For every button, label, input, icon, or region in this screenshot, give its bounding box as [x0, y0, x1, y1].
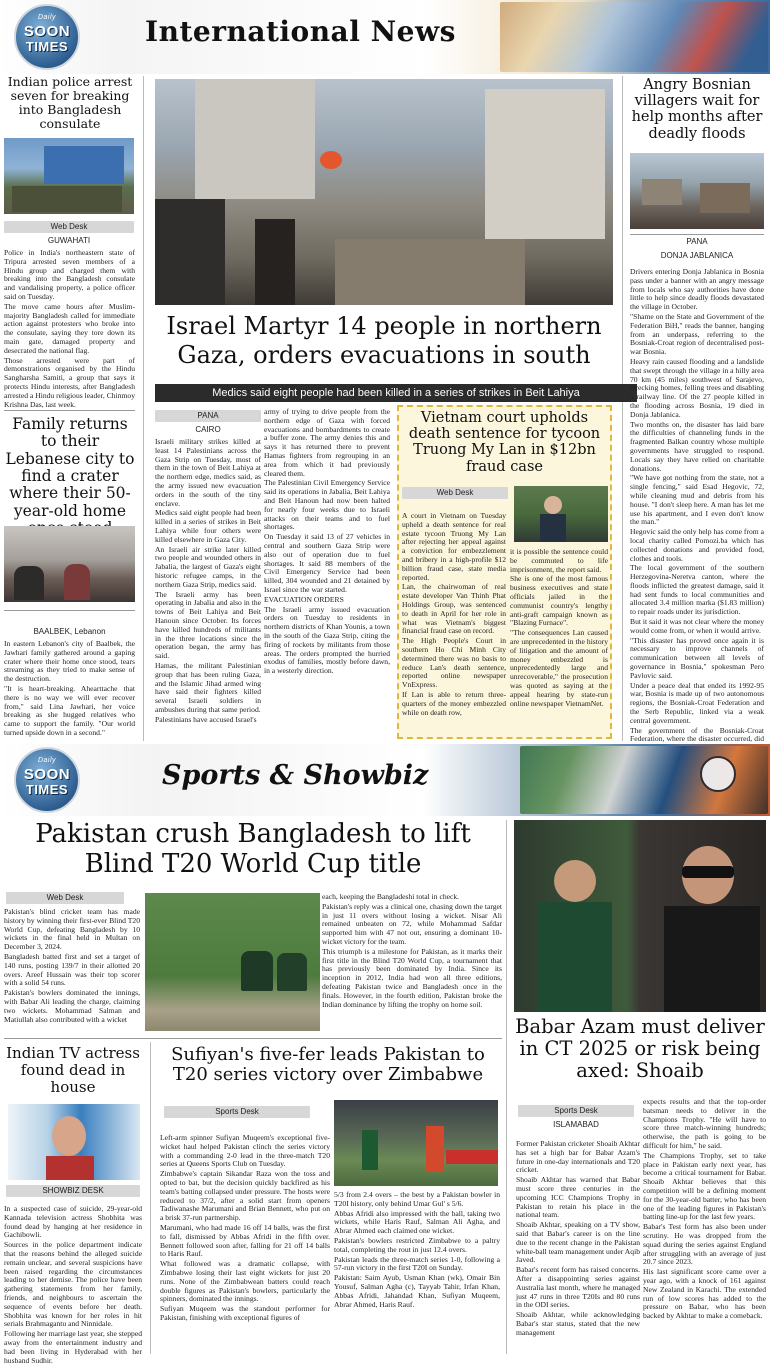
paragraph: "We have got nothing from the state, not a single fencing," said Esad Hegovic, 72, while cleaning mud and debris from his house. "I don't sleep here. A man has let me use his apartment, and I even don't know the man.": [630, 473, 764, 527]
paragraph: The Israeli army issued evacuation orders on Tuesday to residents in northern districts of Khan Younis, a town in the south of the Gaza Strip, citing the firing of rockets by militants from those areas. The orders prompted the hurried exodus of families, mostly before dawn, in a westerly direction.: [264, 604, 390, 676]
paragraph: expects results and that the top-order batsman needs to deliver in the Champions Trophy. "He will have to score three match-winning hundreds; otherwise, the path is going to be difficult for him," he said.: [643, 1097, 766, 1150]
photo-babar-shoaib: [514, 820, 766, 1012]
logo-sub-text: TIMES: [25, 782, 69, 797]
masthead-title: Sports & Showbiz: [162, 760, 429, 791]
paragraph: Police in India's northeastern state of Tripura arrested seven members of a Hindu group and charged them with breaking into the Bangladesh consulate and vandalising property, a police officer said on Tuesday.: [4, 248, 135, 301]
divider: [630, 234, 764, 235]
logo-main-text: SOON: [23, 23, 71, 40]
headline-actress: Indian TV actress found dead in house: [6, 1044, 140, 1096]
masthead-collage: [520, 746, 768, 814]
body-lebanon: [4, 640, 135, 740]
paragraph: 5/3 from 2.4 overs – the best by a Pakistan bowler in T20I history, only behind Umar Gul' s 5/6.: [334, 1190, 500, 1208]
paragraph: Lan, the chairwoman of real estate developer Van Thinh Phat Holdings Group, was sentenced to death in April for her role in what was Vietnam's biggest financial fraud case on record.: [402, 582, 506, 636]
body-bosnia: [630, 267, 764, 744]
paragraph: The local government of the southern Herzegovina-Neretva canton, where the floods inflicted the greatest damage, said it had sent funds to local communities and allocated 3.4 million marka ($1.83 million) to repair roads under its jurisdiction.: [630, 563, 764, 617]
paragraph: Shoaib Akhtar, while acknowledging Babar's star status, stated that the new management: [516, 1310, 640, 1337]
logo-sub-text: TIMES: [25, 39, 69, 54]
paragraph: Hegovic said the only help has come from a local charity called Pomozi.ba which has collected donations and provided food, clothes and tools.: [630, 527, 764, 563]
headline-sufiyan: Sufiyan's five-fer leads Pakistan to T20 series victory over Zimbabwe: [171, 1044, 485, 1086]
body-gaza-col2: [264, 408, 390, 738]
body-vietnam-col2: [510, 548, 608, 736]
body-sufiyan-col2: [334, 1191, 500, 1354]
body-gaza-col1: [155, 438, 261, 738]
paragraph: Pakistan's blind cricket team has made history by winning their first-ever Blind T20 World Cup, defeating Bangladesh by 10 wickets in the final held in Multan on December 3, 2024.: [4, 907, 140, 952]
paragraph: Palestinians have accused Israel's: [155, 714, 257, 724]
paragraph: "It is heart-breaking. Ahearttache that there is no way we will ever recover from," said Lina Jawhari, her voice breaking as she hugged relatives who came to support the family. "Our world turned upside down in a second.": [4, 683, 135, 737]
body-vietnam-col1: [402, 512, 506, 736]
paragraph: Marumani, who had made 16 off 14 balls, was the first to fall, dismissed by Abbas Afridi in the fifth over. Bennett followed soon after, falling for 21 off 14 balls to Haris Rauf.: [160, 1222, 330, 1259]
dateline-lebanon: BAALBEK, Lebanon: [33, 627, 106, 636]
paragraph: Pakistan's reply was a clinical one, chasing down the target in just 11 overs without losing a wicket. Nisar Ali remained unbeaten on 72, while Mohammad Safdar supported him with 47 not out, ensuring a dominant 10-wicket victory for the team.: [322, 901, 502, 946]
paragraph: Pakistan's bowlers restricted Zimbabwe to a paltry total, completing the rout in just 12.4 overs.: [334, 1235, 500, 1254]
paragraph: On Tuesday it said 13 of 27 vehicles in central and southern Gaza Strip were also out of operation due to fuel shortages. It said 88 members of the Civil Emergency Service had been killed, 304 wounded and 21 detained by Israel since the war started.: [264, 532, 390, 594]
headline-bangladesh: Indian police arrest seven for breaking into Bangladesh consulate: [7, 74, 133, 131]
masthead-title: International News: [145, 15, 456, 48]
paragraph: If Lan is able to return three-quarters of the money embezzled while on death row,: [402, 689, 506, 717]
source-bosnia: PANA: [686, 237, 708, 246]
body-babar-col2: [643, 1098, 766, 1354]
paragraph: it is possible the sentence could be commuted to life imprisonment, the report said.: [510, 547, 608, 574]
paragraph: In eastern Lebanon's city of Baalbek, the Jawhari family gathered around a gaping crater where their home once stood, tears streaming as they tried to make sense of the destruction.: [4, 639, 135, 684]
photo-blind-cricket: [145, 893, 320, 1031]
logo-small-text: Daily: [37, 757, 57, 764]
paragraph: Following her marriage last year, she stepped away from the entertainment industry and had been living in Hyderabad with her husband Sudhir.: [4, 1329, 142, 1365]
column-divider: [506, 820, 507, 1354]
subhead-gaza: Medics said eight people had been killed in a series of strikes in Beit Lahiya: [155, 384, 637, 402]
paragraph: The government of the Bosniak-Croat Federation, where the disaster occurred, did: [630, 725, 764, 744]
section-heading: EVACUATION ORDERS: [264, 594, 344, 604]
paragraph: "This disaster has proved once again it is necessary to improve channels of communication between all levels of governance in Bosnia," spokesman Pero Pavlovic said.: [630, 635, 764, 680]
masthead-international: [0, 0, 770, 74]
paragraph: Two months on, the disaster has laid bare the difficulties of channeling funds in the fragmented Balkan country whose multiple governments have struggled to respond. Locals say they have relied on charitable donations.: [630, 419, 764, 473]
paragraph: army of trying to drive people from the northern edge of Gaza with forced evacuations and bombardments to create a buffer zone. The army denies this and says it has returned there to prevent Hamas fighters from regrouping in an area from which it had previously cleared them.: [264, 407, 390, 478]
paragraph: Heavy rain caused flooding and a landslide that swept through the village in a hilly area 70 km (45 miles) southwest of Sarajevo, wrecking homes, felling trees and disabling a railway line. Of the 27 people killed in the flooding across Bosnia, 19 died in Donja Jablanica.: [630, 356, 764, 419]
logo: [14, 4, 80, 70]
body-babar-col1: [516, 1140, 640, 1354]
photo-bosnia: [630, 153, 764, 229]
paragraph: Israeli military strikes killed at least 14 Palestinians across the Gaza Strip on Tuesday, most of them in the town of Beit Lahiya at the northern edge, medics said, as the army issued new evacuation orders in the south of the tiny enclave.: [155, 437, 261, 508]
source-bangladesh: Web Desk: [4, 221, 134, 233]
headline-vietnam: Vietnam court upholds death sentence for tycoon Truong My Lan in $12bn fraud case: [408, 410, 601, 475]
paragraph: Babar's recent form has raised concerns. After a disappointing series against Australia last month, where he managed just 47 runs in three T20Is and 80 runs in the ODI series.: [516, 1265, 640, 1310]
paragraph: Pakistan leads the three-match series 1-0, following a 57-run victory in the first T20I on Sunday.: [334, 1254, 500, 1273]
column-divider: [143, 76, 144, 741]
logo: [14, 747, 80, 813]
headline-bosnia: Angry Bosnian villagers wait for help months after deadly floods: [631, 77, 763, 142]
source-gaza: PANA: [155, 410, 261, 422]
paragraph: Sufiyan Muqeem was the standout performer for Pakistan, finishing with exceptional figures of: [160, 1304, 330, 1322]
source-babar: Sports Desk: [518, 1105, 634, 1117]
paragraph: Bangladesh batted first and set a target of 140 runs, posting 139/7 in their allotted 20 overs. Areef Hussain was their top scorer with a solid 54 runs.: [4, 951, 140, 988]
paragraph: Pakistan: Saim Ayub, Usman Khan (wk), Omair Bin Yousuf, Salman Agha (c), Tayyab Tahir, Irfan Khan, Abbas Afridi, Jahandad Khan, Sufiyan Muqeem, Abrar Ahmed, Haris Rauf.: [334, 1273, 500, 1309]
paragraph: The Palestinian Civil Emergency Service said its operations in Jabalia, Beit Lahiya and Beit Hanoun had now been halted for nearly four weeks due to Israeli attacks on their teams and to fuel shortages.: [264, 478, 390, 532]
body-cricket-col1: [4, 908, 140, 1036]
paragraph: "The consequences Lan caused are unprecedented in the history of litigation and the amount of money embezzled is unprecedentedly large and unrecoverable," the prosecution was quoted as saying at the appeal hearing by state-run online newspaper VietnamNet.: [510, 628, 608, 708]
photo-baalbek: [4, 526, 135, 602]
headline-cricket: Pakistan crush Bangladesh to lift Blind T20 World Cup title: [35, 819, 471, 879]
paragraph: Former Pakistan cricketer Shoaib Akhtar has set a high bar for Babar Azam's future in one-day internationals and T20 cricket.: [516, 1139, 640, 1175]
headline-babar: Babar Azam must deliver in CT 2025 or risk being axed: Shoaib: [515, 1015, 765, 1082]
paragraph: Babar's Test form has also been under scrutiny. He was dropped from the squad during the series against England after struggling with an average of just 20.7 since 2023.: [643, 1222, 766, 1267]
photo-zimbabwe-match: [334, 1100, 498, 1186]
body-bangladesh: [4, 248, 135, 409]
paragraph: Sources in the police department indicate that the reasons behind the alleged suicide remain unclear, and several suspicions have been raised regarding the circumstances leading to her demise. The police have been gathering statements from her family, friends, and neighbours to ascertain the sequence of events before her death. Shobhita was known for her roles in hit serials Brahmagantu and Ninnidale.: [4, 1240, 142, 1329]
divider: [4, 610, 135, 611]
paragraph: In a suspected case of suicide, 29-year-old Kannada television actress Shobhita was found dead by hanging at her residence in Gachibowli.: [4, 1204, 142, 1240]
paragraph: A court in Vietnam on Tuesday upheld a death sentence for real estate tycoon Truong My Lan after rejecting her appeal against a conviction for embezzlement and bribery in a high-profile $12 billion fraud case, state media reported.: [402, 511, 506, 582]
divider: [4, 410, 135, 411]
paragraph: She is one of the most famous business executives and state officials jailed in the communist country's lengthy anti-graft campaign known as "Blazing Furnace".: [510, 574, 608, 628]
paragraph: The move came hours after Muslim-majority Bangladesh called for immediate action against protesters who broke into the consulate, saying they tore down its main gate, damaged property and desecrated the national flag.: [4, 301, 135, 355]
logo-small-text: Daily: [37, 14, 57, 21]
source-vietnam: Web Desk: [402, 487, 508, 499]
paragraph: The High People's Court in southern Ho Chi Minh City determined there was no basis to reduce Lan's death sentence, reported online newspaper VnExpress.: [402, 636, 506, 690]
paragraph: "Shame on the State and Government of the Federation BiH," reads the banner, hanging from an underpass, referring to the Bosniak-Croat region of decentralised post-war Bosnia.: [630, 311, 764, 357]
divider: [4, 1038, 502, 1039]
paragraph: But it said it was not clear where the money would come from, or when it would arrive.: [630, 617, 764, 635]
logo-main-text: SOON: [23, 766, 71, 783]
dateline-bangladesh: GUWAHATI: [47, 236, 91, 245]
paragraph: Shoaib Akhtar, speaking on a TV show, said that Babar's career is on the line due to the recent change in the Pakistan white-ball team management under Aqib Javed.: [516, 1220, 640, 1265]
headline-lebanon: Family returns to their Lebanese city to find a crater where their 50-year-old home: [5, 415, 135, 520]
masthead-collage: [500, 2, 768, 72]
masthead-sports: [0, 744, 770, 816]
paragraph: Medics said eight people had been killed in a series of strikes in Beit Lahiya while four others were killed elsewhere in Gaza City.: [155, 508, 261, 544]
paragraph: Pakistan's bowlers dominated the innings, with Babar Ali leading the charge, claiming two wickets. Mohammad Salman and Matiullah also contributed with a wicket: [4, 988, 140, 1024]
photo-gaza: [155, 79, 613, 305]
paragraph: Shoaib Akhtar has warned that Babar must score three centuries in the upcoming ICC Champions Trophy in Pakistan to retain his place in the national team.: [516, 1175, 640, 1220]
column-divider: [150, 1042, 151, 1354]
paragraph: Under a peace deal that ended its 1992-95 war, Bosnia is made up of two autonomous regions, the Bosniak-Croat Federation and the Serb Republic, linked via a weak central government.: [630, 680, 764, 725]
photo-actress: [8, 1104, 140, 1180]
paragraph: each, keeping the Bangladeshi total in check.: [322, 892, 460, 901]
paragraph: Abbas Afridi also impressed with the ball, taking two wickets, while Haris Rauf, Salman Ali Agha, and Abrar Ahmed each claimed one wicket.: [334, 1208, 500, 1236]
body-cricket-col2: [322, 893, 502, 1033]
photo-consulate: [4, 138, 134, 214]
paragraph: Left-arm spinner Sufiyan Muqeem's exceptional five-wicket haul helped Pakistan clinch the series victory with a commanding 2-0 lead in the three-match T20 series at Queens Sports Club on Tuesday.: [160, 1133, 330, 1169]
column-divider: [622, 76, 623, 741]
dateline-bosnia: DONJA JABLANICA: [660, 251, 734, 260]
paragraph: Zimbabwe's captain Sikandar Raza won the toss and opted to bat, but the decision quickly backfired as his team's batting collapsed under pressure. The hosts were reduced to 37/2, after a solid start from openers Tadiwanashe Marumani and Brian Bennett, who put on a brisk 37-run partnership.: [160, 1169, 330, 1223]
photo-vietnam-court: [514, 486, 608, 542]
paragraph: Those arrested were part of demonstrations organised by the Hindu Sangharsha Samiti, a group that says it protects Hindu interests, after Bangladesh arrested a Hindu religious leader, Chinmoy Krishna Das, last week.: [4, 355, 135, 409]
paragraph: The Champions Trophy, set to take place in Pakistan early next year, has become a critical tournament for Babar. Shoaib Akhtar believes that this competition will be a defining moment for the 30-year-old batter, who has been one of the leading figures in Pakistan's batting line-up for the last few years.: [643, 1150, 766, 1222]
paragraph: Drivers entering Donja Jablanica in Bosnia pass under a banner with an angry message from locals who say authorities have done little to help since deadly floods devastated the village in October.: [630, 267, 764, 312]
source-actress: SHOWBIZ DESK: [6, 1185, 140, 1197]
paragraph: What followed was a dramatic collapse, with Zimbabwe losing their last eight wickets for just 20 runs. None of the Zimbabwean batters could reach double figures as Pakistan's bowlers, particularly the spinners, dominated the innings.: [160, 1259, 330, 1304]
dateline-gaza: CAIRO: [195, 425, 221, 434]
source-sufiyan: Sports Desk: [164, 1106, 310, 1118]
dateline-babar: ISLAMABAD: [553, 1120, 599, 1129]
paragraph: The Israeli army has been operating in Jabalia and also in the towns of Beit Lahiya and Beit Hanoun since October. Its forces have killed hundreds of militants in the three locations since the operation began, the army has said.: [155, 589, 261, 661]
body-actress: [4, 1204, 142, 1365]
paragraph: His last significant score came over a year ago, with a knock of 161 against New Zealand in Karachi. The extended run of low scores has added to the pressure on Babar, who has been backed by Akhtar to make a comeback.: [643, 1267, 766, 1321]
paragraph: An Israeli air strike later killed two people and wounded others in Jabalia, the largest of Gaza's eight historic refugee camps, in the northern Gaza Strip, medics said.: [155, 544, 261, 589]
source-cricket: Web Desk: [6, 892, 124, 904]
headline-gaza: Israel Martyr 14 people in northern Gaza, orders evacuations in south: [166, 312, 602, 369]
paragraph: Hamas, the militant Palestinian group that has been ruling Gaza, and the Islamic Jihad armed wing have said their fighters killed several Israeli soldiers in ambushes during that same period.: [155, 660, 261, 714]
paragraph: This triumph is a milestone for Pakistan, as it marks their first title in the Blind T20 World Cup, a tournament that has previously been dominated by India. Since its inception in 2012, India had won all three editions, defeating Pakistan twice and Bangladesh once in the finals. However, in the fourth edition, Pakistan broke the Indian dominance by lifting the trophy on home soil.: [322, 946, 502, 1009]
body-sufiyan-col1: [160, 1134, 330, 1354]
